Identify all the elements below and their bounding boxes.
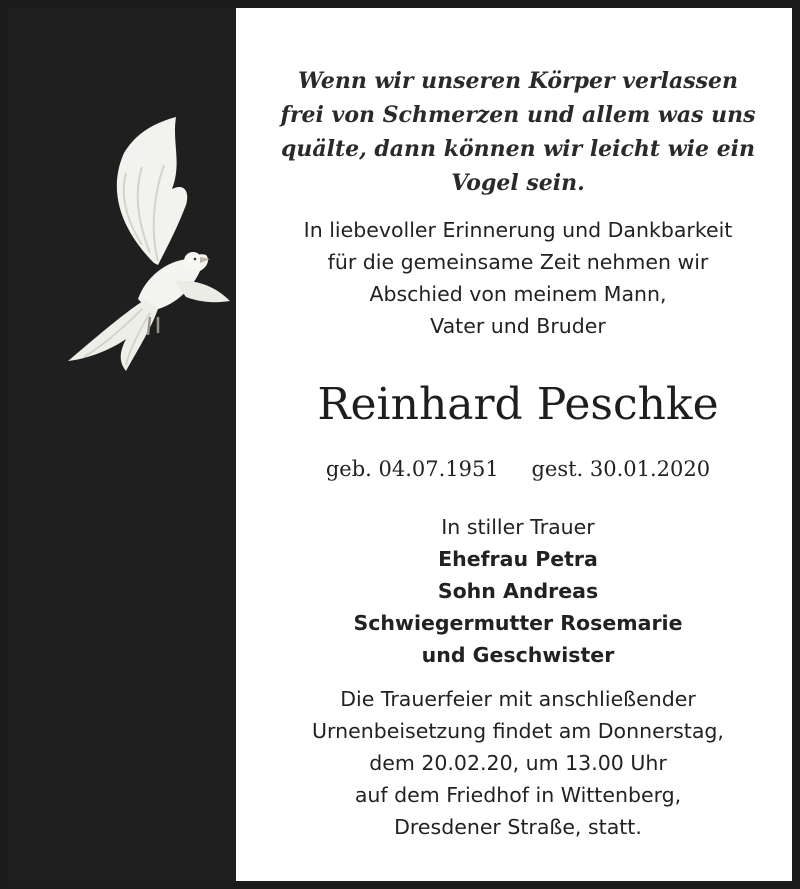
intro-line: In liebevoller Erinnerung und Dankbarkeit (303, 218, 733, 242)
intro-line: für die gemeinsame Zeit nehmen wir (327, 250, 709, 274)
service-line: Die Trauerfeier mit anschließender (340, 687, 696, 711)
poem-line: frei von Schmerzen und allem was uns (280, 102, 756, 128)
mourner-name: und Geschwister (421, 643, 615, 667)
funeral-service-info (244, 683, 792, 843)
service-line: Dresdener Straße, statt. (394, 815, 642, 839)
dove-icon (54, 113, 244, 373)
mourner-name: Ehefrau Petra (438, 547, 598, 571)
deceased-name: Reinhard Peschke (317, 379, 719, 430)
mourners-list (244, 511, 792, 671)
intro-text (244, 214, 792, 342)
service-line: auf dem Friedhof in Wittenberg, (354, 783, 682, 807)
life-dates (244, 452, 792, 486)
intro-line: Vater und Bruder (430, 314, 606, 338)
mourner-name: Schwiegermutter Rosemarie (353, 611, 683, 635)
poem-line: Wenn wir unseren Körper verlassen (298, 68, 738, 94)
service-line: Urnenbeisetzung findet am Donnerstag, (312, 719, 724, 743)
service-line: dem 20.02.20, um 13.00 Uhr (369, 751, 667, 775)
death-date: gest. 30.01.2020 (531, 457, 711, 481)
birth-date: geb. 04.07.1951 (325, 457, 499, 481)
poem-quote (244, 64, 792, 200)
mourner-name: Sohn Andreas (437, 579, 599, 603)
notice-content (244, 8, 792, 881)
intro-line: Abschied von meinem Mann, (369, 282, 667, 306)
mourners-heading: In stiller Trauer (441, 515, 595, 539)
poem-line: quälte, dann können wir leicht wie ein (280, 136, 756, 162)
poem-line: Vogel sein. (451, 170, 585, 196)
